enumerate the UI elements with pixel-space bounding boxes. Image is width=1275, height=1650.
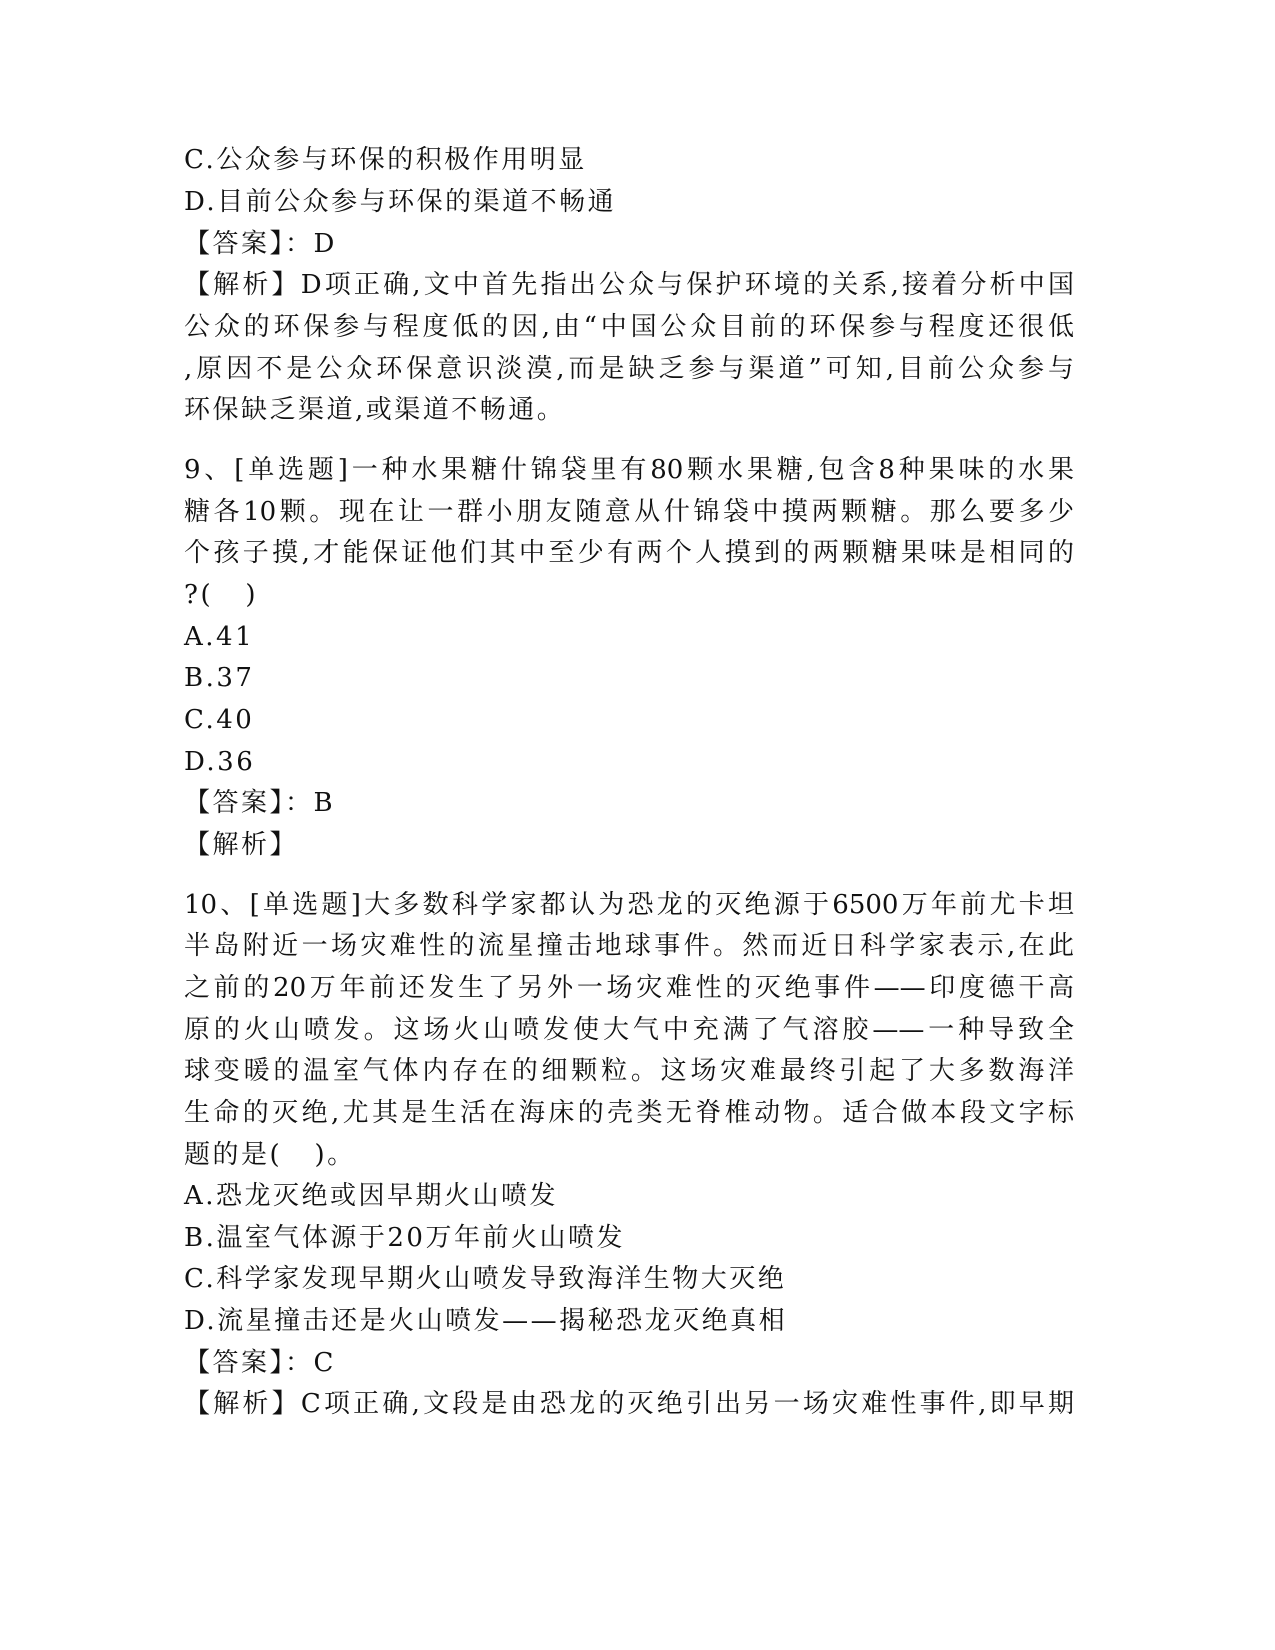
q9-option-c: C.40 bbox=[184, 705, 255, 735]
q10-option-b: B.温室气体源于20万年前火山喷发 bbox=[184, 1223, 625, 1253]
q10-option-c: C.科学家发现早期火山喷发导致海洋生物大灭绝 bbox=[184, 1264, 787, 1294]
q9-analysis-label: 【解析】 bbox=[184, 830, 299, 860]
q10-stem-line-5: 球变暖的温室气体内存在的细颗粒。这场灾难最终引起了大多数海洋 bbox=[184, 1056, 1074, 1086]
q10-stem-line-3: 之前的20万年前还发生了另外一场灾难性的灭绝事件——印度德干高 bbox=[184, 973, 1074, 1003]
q10-answer: 【答案】：C bbox=[184, 1348, 336, 1378]
q10-stem-line-1: 10、[单选题]大多数科学家都认为恐龙的灭绝源于6500万年前尤卡坦 bbox=[184, 890, 1074, 920]
q10-stem-line-6: 生命的灭绝,尤其是生活在海床的壳类无脊椎动物。适合做本段文字标 bbox=[184, 1098, 1074, 1128]
q10-stem-line-4: 原的火山喷发。这场火山喷发使大气中充满了气溶胶——一种导致全 bbox=[184, 1015, 1074, 1045]
q8-option-d: D.目前公众参与环保的渠道不畅通 bbox=[184, 187, 617, 217]
q9-stem-line-4: ?( ) bbox=[184, 580, 259, 610]
q10-analysis-line-1: 【解析】C项正确,文段是由恐龙的灭绝引出另一场灾难性事件,即早期 bbox=[184, 1389, 1074, 1419]
q9-option-d: D.36 bbox=[184, 747, 256, 777]
q8-analysis-line-2: 公众的环保参与程度低的因,由“中国公众目前的环保参与程度还很低 bbox=[184, 312, 1074, 342]
q8-analysis-line-3: ,原因不是公众环保意识淡漠,而是缺乏参与渠道”可知,目前公众参与 bbox=[184, 354, 1074, 384]
q9-option-b: B.37 bbox=[184, 663, 255, 693]
q8-option-c: C.公众参与环保的积极作用明显 bbox=[184, 145, 587, 175]
q9-stem-line-1: 9、[单选题]一种水果糖什锦袋里有80颗水果糖,包含8种果味的水果 bbox=[184, 455, 1074, 485]
q10-stem-line-7: 题的是( )。 bbox=[184, 1140, 356, 1170]
q10-option-d: D.流星撞击还是火山喷发——揭秘恐龙灭绝真相 bbox=[184, 1306, 788, 1336]
q9-answer: 【答案】：B bbox=[184, 788, 336, 818]
q10-option-a: A.恐龙灭绝或因早期火山喷发 bbox=[184, 1181, 559, 1211]
q9-stem-line-3: 个孩子摸,才能保证他们其中至少有两个人摸到的两颗糖果味是相同的 bbox=[184, 538, 1074, 568]
q8-answer: 【答案】：D bbox=[184, 229, 337, 259]
q10-stem-line-2: 半岛附近一场灾难性的流星撞击地球事件。然而近日科学家表示,在此 bbox=[184, 931, 1074, 961]
q9-option-a: A.41 bbox=[184, 622, 255, 652]
q8-analysis-line-4: 环保缺乏渠道,或渠道不畅通。 bbox=[184, 395, 566, 425]
q8-analysis-line-1: 【解析】D项正确,文中首先指出公众与保护环境的关系,接着分析中国 bbox=[184, 270, 1074, 300]
q9-stem-line-2: 糖各10颗。现在让一群小朋友随意从什锦袋中摸两颗糖。那么要多少 bbox=[184, 497, 1074, 527]
